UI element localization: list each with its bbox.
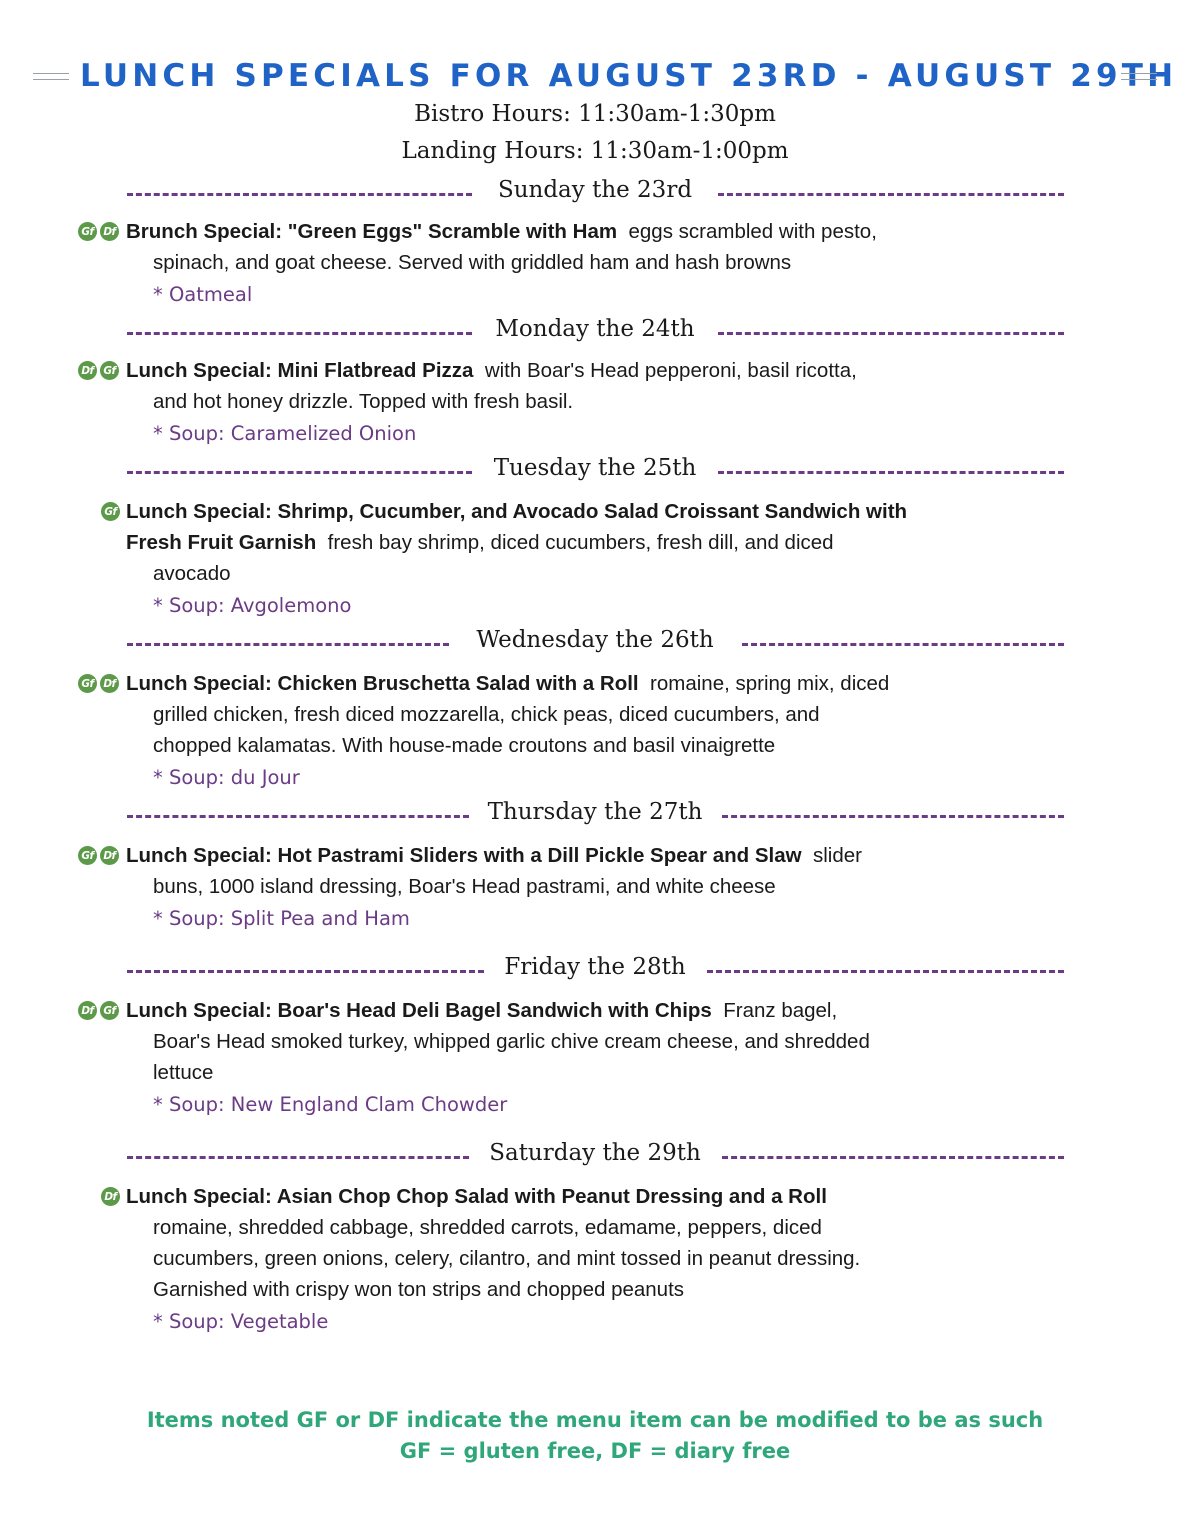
title-row — [0, 58, 1190, 98]
day-divider-sunday — [0, 177, 1190, 211]
diet-badges — [101, 1187, 120, 1206]
title-rule-left — [33, 73, 69, 80]
item-description: slider — [812, 844, 862, 867]
item-name: Lunch Special: Shrimp, Cucumber, and Avocado Salad Croissant Sandwich with — [126, 500, 908, 523]
day-label: Wednesday the 26th — [476, 627, 714, 653]
landing-hours: Landing Hours: 11:30am-1:00pm — [401, 138, 789, 164]
divider-dashes-right — [722, 815, 1064, 818]
page-title: LUNCH SPECIALS FOR AUGUST 23RD - AUGUST 29TH — [80, 58, 1178, 94]
item-name: Lunch Special: Chicken Bruschetta Salad with a Roll — [126, 672, 639, 695]
soup-of-day: * Soup: Caramelized Onion — [153, 422, 417, 445]
item-name: Lunch Special: Asian Chop Chop Salad with Peanut Dressing and a Roll — [126, 1185, 827, 1208]
day-divider-tuesday — [0, 455, 1190, 489]
gluten-free-icon: Gf — [101, 502, 120, 521]
soup-of-day: * Soup: Split Pea and Ham — [153, 907, 410, 930]
divider-dashes-right — [718, 332, 1064, 335]
soup-of-day: * Oatmeal — [153, 283, 253, 306]
item-description: Franz bagel, — [723, 999, 838, 1022]
item-description-line: chopped kalamatas. With house-made croutons and basil vinaigrette — [153, 734, 776, 757]
dietary-legend: GF = gluten free, DF = diary free — [399, 1439, 791, 1463]
divider-dashes-right — [718, 471, 1064, 474]
menu-item-monday — [126, 355, 1026, 450]
diet-badges — [101, 502, 120, 521]
item-name: Lunch Special: Mini Flatbread Pizza — [126, 359, 474, 382]
day-divider-saturday — [0, 1140, 1190, 1174]
item-name: Lunch Special: Hot Pastrami Sliders with a Dill Pickle Spear and Slaw — [126, 844, 802, 867]
dairy-free-icon: Df — [101, 1187, 120, 1206]
soup-of-day: * Soup: Vegetable — [153, 1310, 329, 1333]
day-label: Saturday the 29th — [489, 1140, 701, 1166]
gluten-free-icon: Gf — [78, 674, 97, 693]
item-name: Brunch Special: "Green Eggs" Scramble with Ham — [126, 220, 618, 243]
item-description: eggs scrambled with pesto, — [628, 220, 877, 243]
item-description-line: romaine, shredded cabbage, shredded carrots, edamame, peppers, diced — [153, 1216, 822, 1239]
item-description-line: buns, 1000 island dressing, Boar's Head pastrami, and white cheese — [153, 875, 776, 898]
item-description-line: Garnished with crispy won ton strips and chopped peanuts — [153, 1278, 685, 1301]
menu-item-sunday — [126, 216, 1026, 311]
dairy-free-icon: Df — [78, 361, 97, 380]
gluten-free-icon: Gf — [78, 846, 97, 865]
diet-badges — [78, 1001, 119, 1020]
item-description-line: and hot honey drizzle. Topped with fresh basil. — [153, 390, 574, 413]
item-description-line: lettuce — [153, 1061, 214, 1084]
soup-of-day: * Soup: du Jour — [153, 766, 300, 789]
menu-item-wednesday — [126, 668, 1026, 794]
dietary-note: Items noted GF or DF indicate the menu item can be modified to be as such — [146, 1408, 1044, 1432]
day-label: Sunday the 23rd — [497, 177, 693, 203]
title-rule-right — [1121, 73, 1157, 80]
diet-badges — [78, 846, 119, 865]
item-description-line: spinach, and goat cheese. Served with griddled ham and hash browns — [153, 251, 792, 274]
day-label: Friday the 28th — [504, 954, 686, 980]
soup-of-day: * Soup: New England Clam Chowder — [153, 1093, 508, 1116]
item-description: with Boar's Head pepperoni, basil ricotta, — [484, 359, 857, 382]
menu-item-tuesday — [126, 496, 1026, 622]
gluten-free-icon: Gf — [100, 361, 119, 380]
item-description-line: cucumbers, green onions, celery, cilantro, and mint tossed in peanut dressing. — [153, 1247, 861, 1270]
dairy-free-icon: Df — [100, 846, 119, 865]
menu-item-friday — [126, 995, 1026, 1121]
divider-dashes-right — [707, 970, 1064, 973]
menu-item-saturday — [126, 1181, 1026, 1338]
diet-badges — [78, 361, 119, 380]
gluten-free-icon: Gf — [100, 1001, 119, 1020]
gluten-free-icon: Gf — [78, 222, 97, 241]
item-name-cont: Fresh Fruit Garnish — [126, 531, 317, 554]
dairy-free-icon: Df — [100, 674, 119, 693]
menu-item-thursday — [126, 840, 1026, 935]
item-description-line: avocado — [153, 562, 231, 585]
divider-dashes-right — [722, 1156, 1064, 1159]
diet-badges — [78, 222, 119, 241]
diet-badges — [78, 674, 119, 693]
day-divider-thursday — [0, 799, 1190, 833]
day-divider-friday — [0, 954, 1190, 988]
divider-dashes-right — [718, 193, 1064, 196]
soup-of-day: * Soup: Avgolemono — [153, 594, 352, 617]
item-description-line: grilled chicken, fresh diced mozzarella, chick peas, diced cucumbers, and — [153, 703, 820, 726]
item-description: romaine, spring mix, diced — [650, 672, 890, 695]
day-divider-wednesday — [0, 627, 1190, 661]
day-label: Tuesday the 25th — [493, 455, 697, 481]
day-label: Thursday the 27th — [487, 799, 703, 825]
item-name: Lunch Special: Boar's Head Deli Bagel Sandwich with Chips — [126, 999, 712, 1022]
bistro-hours: Bistro Hours: 11:30am-1:30pm — [414, 101, 776, 127]
dairy-free-icon: Df — [100, 222, 119, 241]
day-divider-monday — [0, 316, 1190, 350]
item-description-line: Boar's Head smoked turkey, whipped garlic chive cream cheese, and shredded — [153, 1030, 870, 1053]
day-label: Monday the 24th — [495, 316, 695, 342]
dairy-free-icon: Df — [78, 1001, 97, 1020]
divider-dashes-right — [742, 643, 1064, 646]
item-description: fresh bay shrimp, diced cucumbers, fresh dill, and diced — [327, 531, 834, 554]
